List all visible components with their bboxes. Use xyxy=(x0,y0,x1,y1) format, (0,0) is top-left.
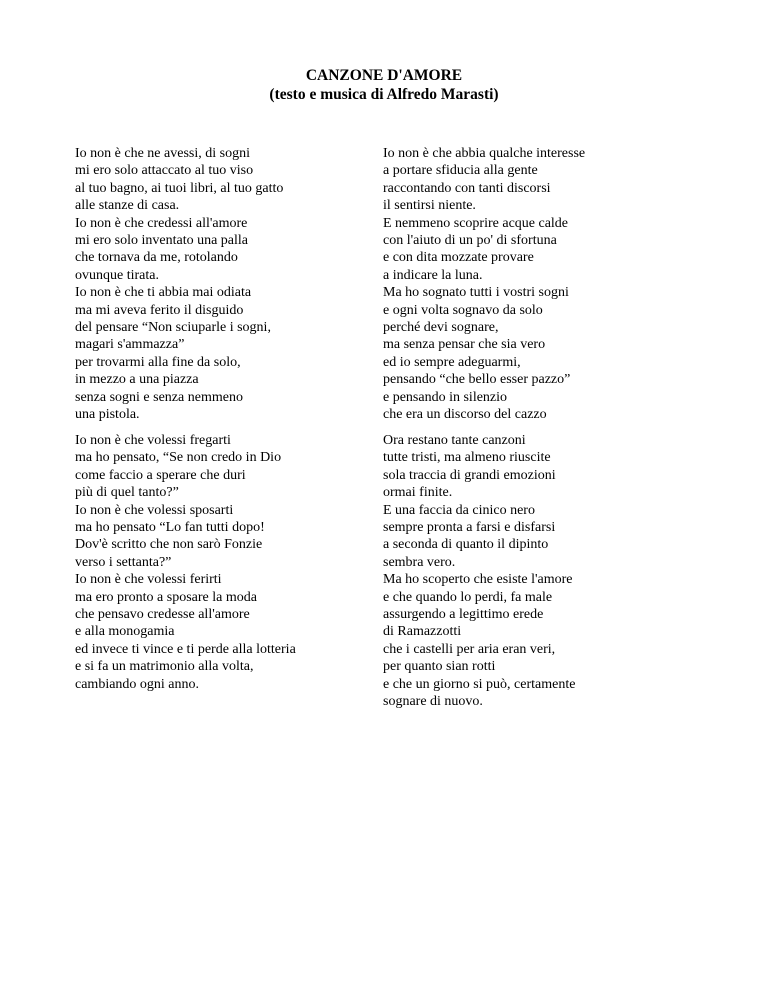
lyric-line: ma ho pensato “Lo fan tutti dopo! xyxy=(75,520,265,536)
lyric-line: e con dita mozzate provare xyxy=(383,250,534,266)
lyric-line: a indicare la luna. xyxy=(383,267,483,283)
lyric-line: Io non è che volessi fregarti xyxy=(75,433,231,448)
lyric-line: e che quando lo perdi, fa male xyxy=(383,589,553,605)
lyric-line: sempre pronta a farsi e disfarsi xyxy=(383,520,556,536)
lyric-line: che i castelli per aria eran veri, xyxy=(383,641,556,657)
lyric-line: a seconda di quanto il dipinto xyxy=(383,537,549,553)
stanza-1 xyxy=(75,145,375,424)
lyric-line: pensando “che bello esser pazzo” xyxy=(383,372,571,388)
lyric-line: che tornava da me, rotolando xyxy=(75,250,238,266)
lyric-line: ma ero pronto a sposare la moda xyxy=(75,589,257,605)
lyric-line: il sentirsi niente. xyxy=(383,198,476,214)
lyric-line: al tuo bagno, ai tuoi libri, al tuo gatto xyxy=(75,180,284,196)
lyric-line: ma senza pensar che sia vero xyxy=(383,337,546,353)
stanza-2 xyxy=(383,145,683,424)
lyric-line: sognare di nuovo. xyxy=(383,694,483,710)
lyric-line: che pensavo credesse all'amore xyxy=(75,607,250,623)
lyric-line: del pensare “Non sciuparle i sogni, xyxy=(75,320,271,336)
lyric-line: mi ero solo attaccato al tuo viso xyxy=(75,163,254,179)
lyric-line: Ma ho sognato tutti i vostri sogni xyxy=(383,285,569,301)
lyric-line: ed invece ti vince e ti perde alla lotteria xyxy=(75,641,296,657)
lyric-line: una pistola. xyxy=(75,407,140,423)
lyric-line: Io non è che volessi sposarti xyxy=(75,502,234,518)
stanza-3 xyxy=(75,432,375,693)
lyric-line: alle stanze di casa. xyxy=(75,198,180,214)
lyric-line: più di quel tanto?” xyxy=(75,485,179,501)
lyric-line: e ogni volta sognavo da solo xyxy=(383,302,543,318)
lyric-line: ma ho pensato, “Se non credo in Dio xyxy=(75,450,282,466)
lyric-line: di Ramazzotti xyxy=(383,624,462,640)
lyric-line: Io non è che ti abbia mai odiata xyxy=(75,285,252,301)
song-title: CANZONE D'AMORE xyxy=(305,67,463,84)
song-title-block xyxy=(0,66,768,104)
lyric-line: e pensando in silenzio xyxy=(383,389,508,405)
lyric-line: Io non è che volessi ferirti xyxy=(75,572,222,588)
lyric-line: Ma ho scoperto che esiste l'amore xyxy=(383,572,573,588)
lyric-line: Io non è che ne avessi, di sogni xyxy=(75,146,250,161)
lyric-line: perché devi sognare, xyxy=(383,320,499,336)
lyric-line: mi ero solo inventato una palla xyxy=(75,233,249,249)
lyric-line: Io non è che credessi all'amore xyxy=(75,215,248,231)
stanza-4 xyxy=(383,432,683,711)
lyric-line: ed io sempre adeguarmi, xyxy=(383,354,521,370)
lyric-line: E una faccia da cinico nero xyxy=(383,502,535,518)
lyric-line: tutte tristi, ma almeno riuscite xyxy=(383,450,551,466)
lyric-line: Io non è che abbia qualche interesse xyxy=(383,146,586,161)
lyric-line: E nemmeno scoprire acque calde xyxy=(383,215,569,231)
lyric-line: senza sogni e senza nemmeno xyxy=(75,389,243,405)
lyric-line: e che un giorno si può, certamente xyxy=(383,676,576,692)
lyric-line: in mezzo a una piazza xyxy=(75,372,199,388)
lyric-line: assurgendo a legittimo erede xyxy=(383,607,544,623)
lyric-line: sola traccia di grandi emozioni xyxy=(383,467,556,483)
lyric-line: per trovarmi alla fine da solo, xyxy=(75,354,241,370)
lyric-line: per quanto sian rotti xyxy=(383,659,496,675)
lyric-line: cambiando ogni anno. xyxy=(75,676,200,692)
lyric-line: e si fa un matrimonio alla volta, xyxy=(75,659,254,675)
lyric-line: raccontando con tanti discorsi xyxy=(383,180,551,196)
lyric-line: e alla monogamia xyxy=(75,624,175,640)
lyric-line: ovunque tirata. xyxy=(75,267,159,283)
lyric-line: Ora restano tante canzoni xyxy=(383,433,526,448)
lyric-line: come faccio a sperare che duri xyxy=(75,467,246,483)
lyric-line: a portare sfiducia alla gente xyxy=(383,163,538,179)
lyric-line: magari s'ammazza” xyxy=(75,337,185,353)
lyric-line: che era un discorso del cazzo xyxy=(383,407,547,423)
lyric-line: verso i settanta?” xyxy=(75,554,172,570)
lyric-line: ma mi aveva ferito il disguido xyxy=(75,302,244,318)
lyric-line: con l'aiuto di un po' di sfortuna xyxy=(383,233,557,249)
lyric-line: Dov'è scritto che non sarò Fonzie xyxy=(75,537,263,553)
lyric-line: ormai finite. xyxy=(383,485,453,501)
song-credits: (testo e musica di Alfredo Marasti) xyxy=(269,86,499,103)
lyric-line: sembra vero. xyxy=(383,554,456,570)
